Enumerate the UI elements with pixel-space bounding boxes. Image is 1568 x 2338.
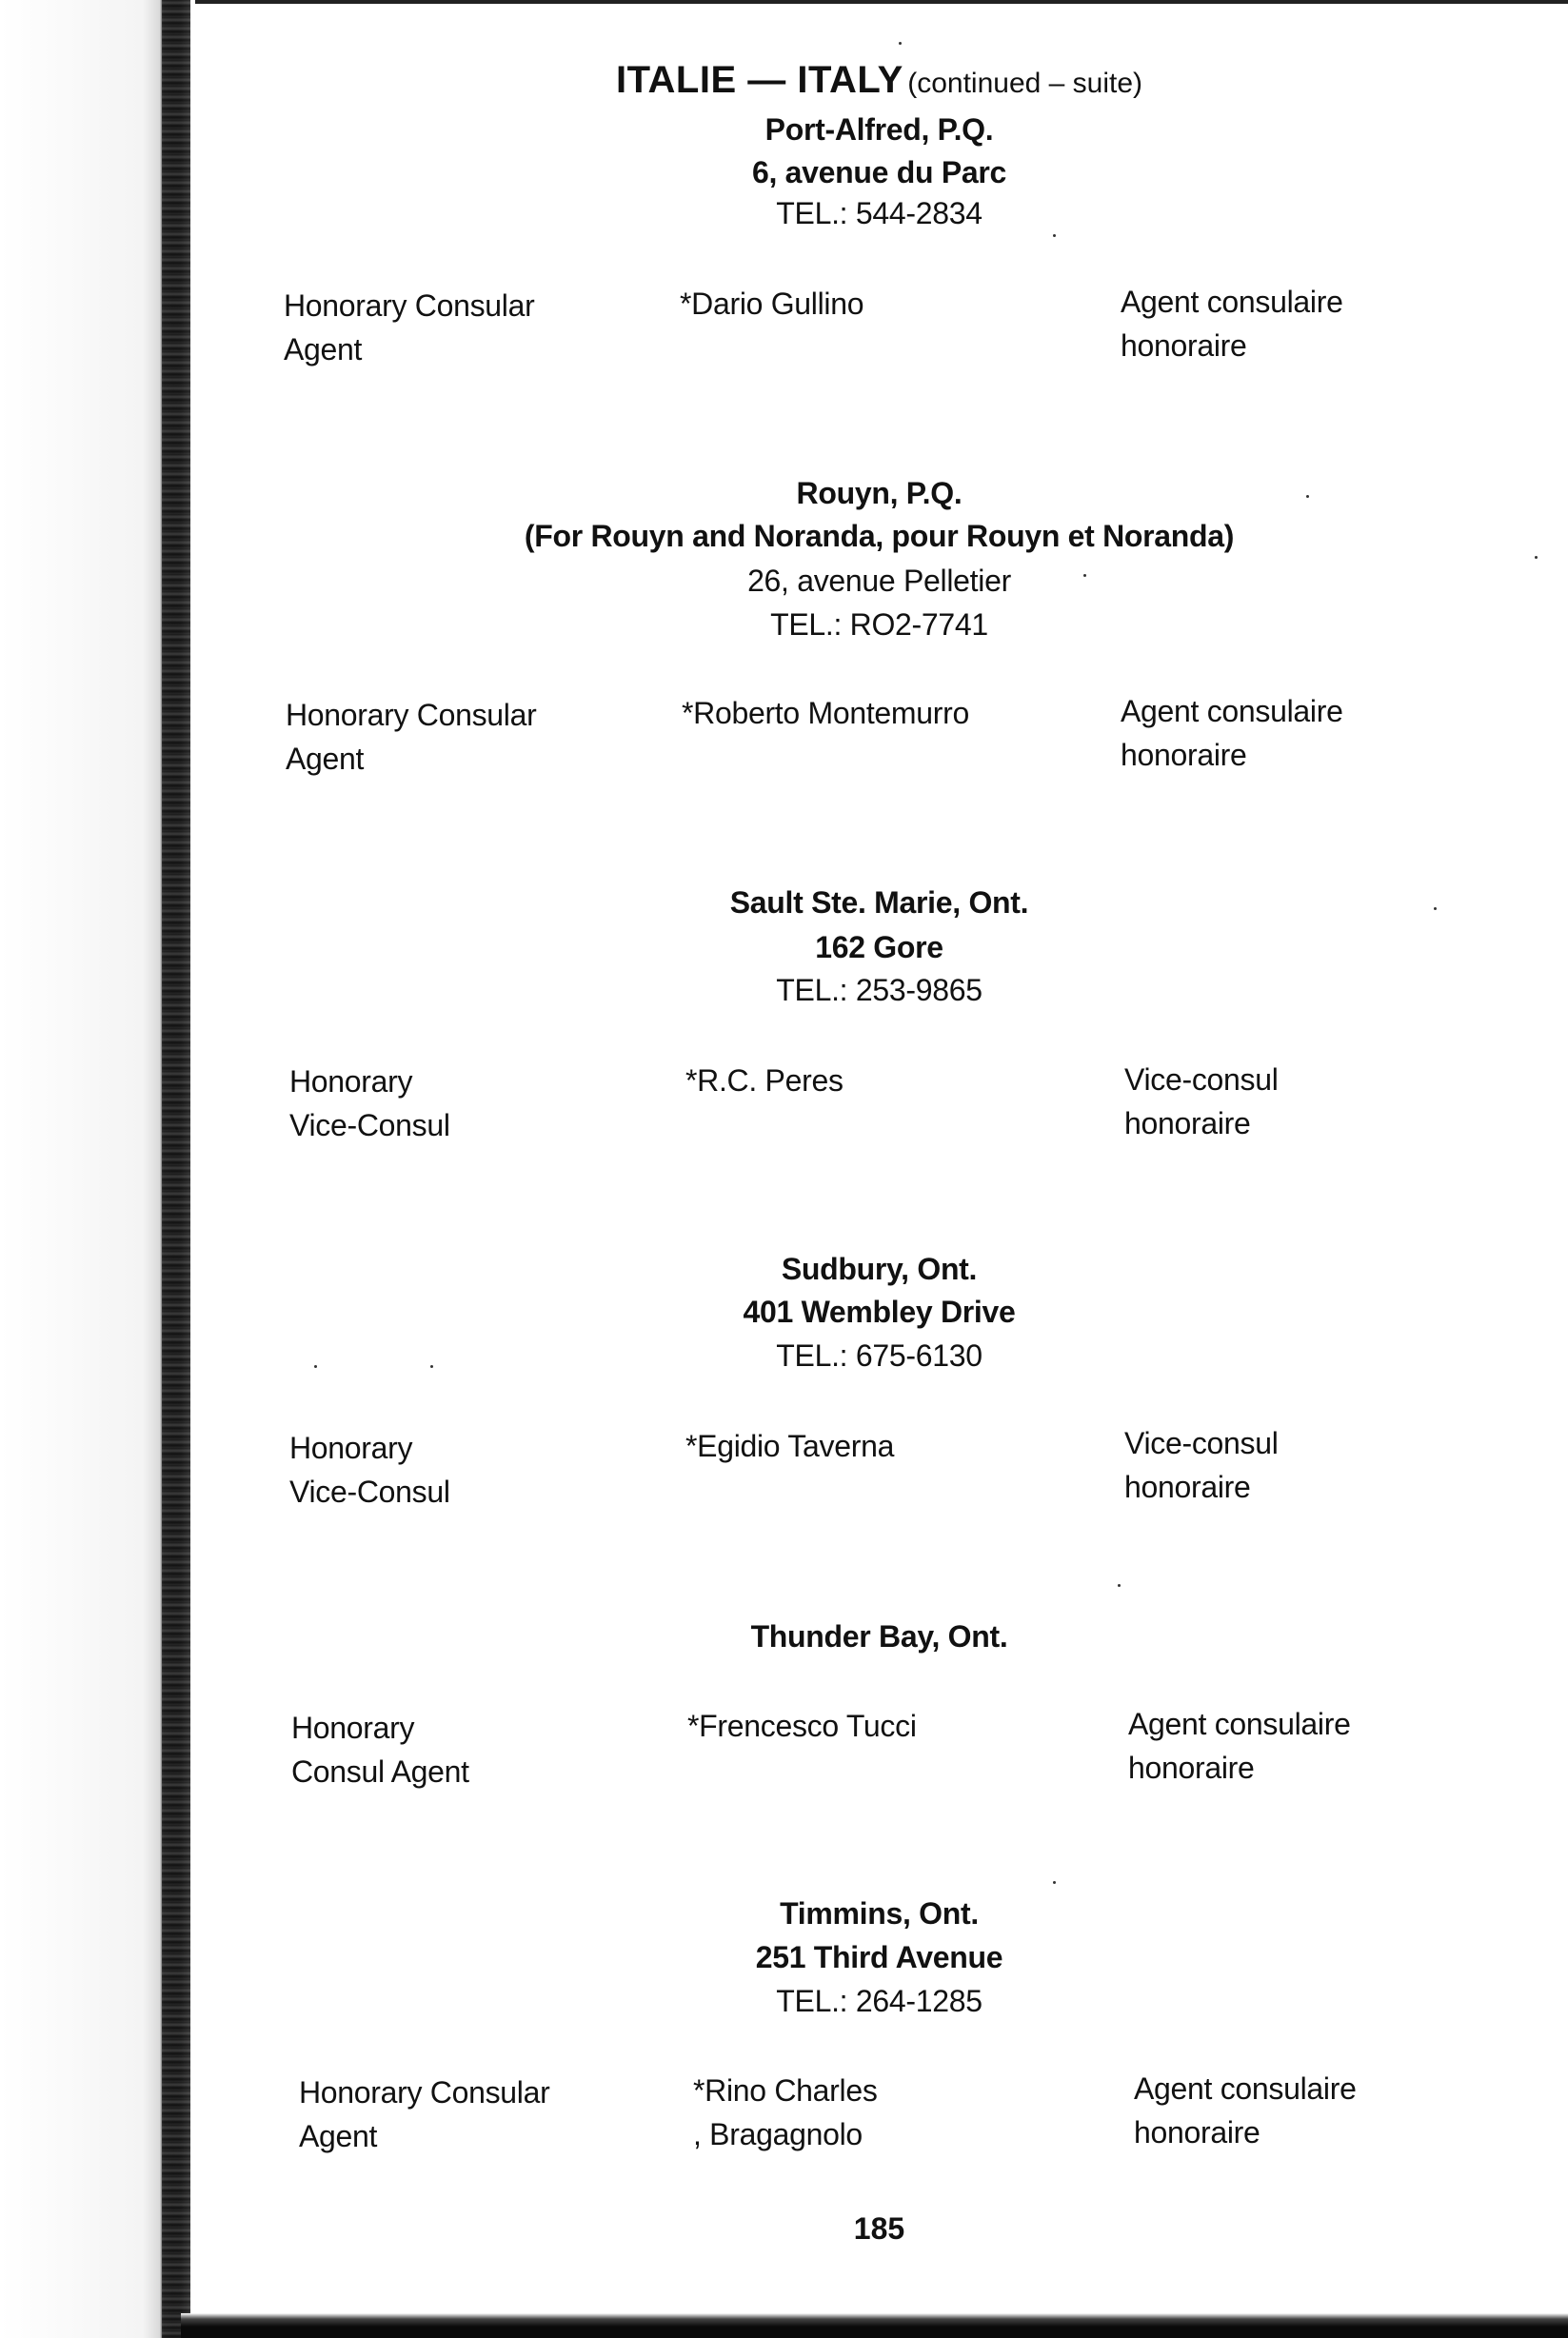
entry-name — [687, 1704, 917, 1748]
entry-title-en-line: Agent — [286, 742, 365, 776]
entry-title-fr — [1121, 689, 1343, 777]
entry-name-line: , Bragagnolo — [693, 2117, 863, 2151]
scan-speck — [1083, 574, 1086, 577]
entry-title-fr-line: honoraire — [1134, 2115, 1260, 2150]
section-address: 401 Wembley Drive — [743, 1295, 1016, 1329]
entry-title-en-line: Agent — [299, 2119, 378, 2153]
entry-title-en-line: Consul Agent — [291, 1754, 469, 1789]
entry-title-fr-line: Agent consulaire — [1121, 285, 1343, 319]
entry-title-en-line: Honorary Consular — [284, 288, 535, 323]
entry-title-fr-line: Vice-consul — [1124, 1062, 1279, 1097]
entry-title-en-line: Vice-Consul — [289, 1475, 450, 1509]
section-address: 6, avenue du Parc — [751, 155, 1007, 189]
entry-title-fr — [1124, 1058, 1279, 1145]
entry-title-en-line: Agent — [284, 332, 363, 367]
scan-binding-texture — [162, 0, 190, 2338]
section-location: Sudbury, Ont. — [781, 1252, 978, 1286]
section-tel: TEL.: RO2-7741 — [770, 607, 988, 642]
entry-name-line: *R.C. Peres — [685, 1063, 844, 1098]
scan-speck — [430, 1365, 433, 1368]
entry-title-fr-line: Vice-consul — [1124, 1426, 1279, 1460]
entry-name — [682, 691, 969, 735]
entry-title-en-line: Honorary — [289, 1064, 413, 1099]
page-title — [190, 59, 1568, 102]
entry-title-fr-line: honoraire — [1124, 1106, 1251, 1140]
entry-title-en — [289, 1060, 450, 1147]
section-note: (For Rouyn and Noranda, pour Rouyn et Noranda) — [524, 519, 1235, 553]
entry-title-en — [289, 1426, 450, 1514]
section-address: 26, avenue Pelletier — [747, 564, 1011, 598]
section-address: 162 Gore — [815, 930, 943, 964]
entry-title-en — [299, 2071, 549, 2158]
section-location: Port-Alfred, P.Q. — [764, 112, 994, 147]
scan-bottom-edge — [181, 2313, 1568, 2338]
entry-title-fr — [1121, 280, 1343, 367]
entry-title-en — [291, 1706, 469, 1793]
scan-speck — [1535, 556, 1538, 559]
entry-title-en-line: Honorary — [289, 1431, 413, 1465]
scan-speck — [1434, 907, 1437, 910]
entry-title-fr-line: honoraire — [1124, 1470, 1251, 1504]
section-location: Sault Ste. Marie, Ont. — [729, 885, 1029, 920]
entry-title-fr-line: honoraire — [1121, 328, 1247, 363]
entry-title-fr — [1124, 1421, 1279, 1509]
entry-title-fr-line: Agent consulaire — [1121, 694, 1343, 728]
entry-title-fr-line: honoraire — [1128, 1751, 1255, 1785]
entry-title-en-line: Honorary Consular — [286, 698, 537, 732]
page-number: 185 — [853, 2211, 905, 2246]
section-location: Timmins, Ont. — [780, 1896, 979, 1931]
entry-name — [685, 1424, 894, 1468]
entry-title-en-line: Vice-Consul — [289, 1108, 450, 1142]
scan-speck — [1053, 1881, 1056, 1884]
scan-speck — [1118, 1584, 1121, 1587]
scan-top-edge — [195, 0, 1568, 4]
entry-name — [685, 1059, 844, 1102]
scan-speck — [1053, 234, 1056, 237]
entry-title-fr — [1134, 2067, 1357, 2154]
scan-speck — [314, 1365, 317, 1368]
entry-title-en — [284, 284, 534, 371]
page-title-main: ITALIE — ITALY — [615, 59, 903, 101]
entry-title-fr-line: Agent consulaire — [1128, 1707, 1351, 1741]
entry-name-line: *Frencesco Tucci — [687, 1709, 917, 1743]
entry-title-fr-line: Agent consulaire — [1134, 2071, 1357, 2106]
entry-title-en — [286, 693, 536, 781]
entry-name — [680, 282, 863, 326]
section-tel: TEL.: 264-1285 — [776, 1984, 982, 2018]
scan-speck — [1306, 495, 1309, 498]
entry-title-fr — [1128, 1702, 1351, 1790]
entry-title-en-line: Honorary — [291, 1711, 415, 1745]
entry-name-line: *Dario Gullino — [680, 287, 864, 321]
entry-title-en-line: Honorary Consular — [299, 2075, 550, 2110]
page-title-sub: (continued – suite) — [907, 68, 1143, 99]
section-tel: TEL.: 675-6130 — [776, 1338, 982, 1373]
section-location: Rouyn, P.Q. — [796, 476, 963, 510]
section-address: 251 Third Avenue — [755, 1940, 1003, 1974]
entry-name-line: *Egidio Taverna — [685, 1429, 895, 1463]
section-tel: TEL.: 544-2834 — [776, 196, 982, 230]
entry-name-line: *Rino Charles — [693, 2073, 878, 2108]
entry-name-line: *Roberto Montemurro — [682, 696, 969, 730]
section-location: Thunder Bay, Ont. — [750, 1619, 1008, 1654]
entry-name — [693, 2069, 878, 2156]
entry-title-fr-line: honoraire — [1121, 738, 1247, 772]
scan-speck — [899, 42, 902, 45]
section-tel: TEL.: 253-9865 — [776, 973, 982, 1007]
